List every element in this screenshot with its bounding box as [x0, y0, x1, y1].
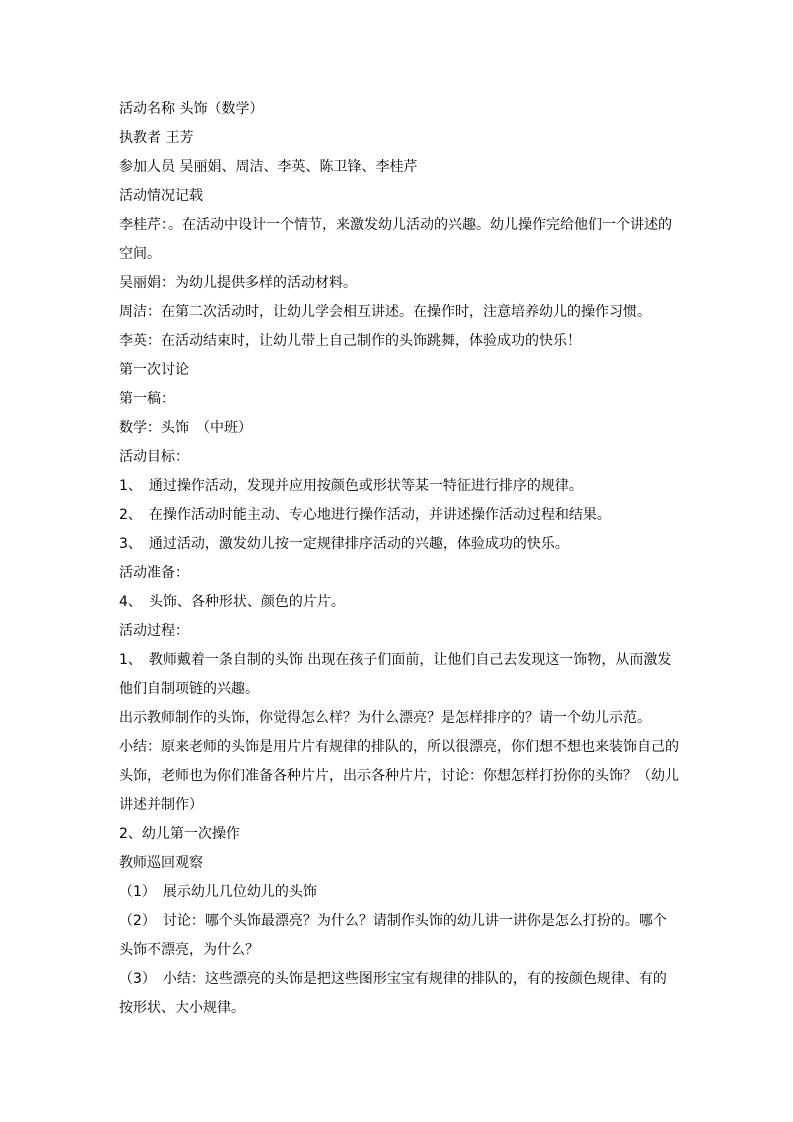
process-paragraph-show: 出示教师制作的头饰，你觉得怎么样？为什么漂亮？是怎样排序的？请一个幼儿示范。 [119, 710, 651, 726]
preparation-item-4: 4、 头饰、各种形状、颜色的片片。 [119, 594, 345, 610]
goal-item-1: 1、 通过操作活动，发现并应用按颜色或形状等某一特征进行排序的规律。 [119, 478, 583, 494]
process-step-1-cont: 他们自制项链的兴趣。 [119, 681, 259, 697]
preparation-heading: 活动准备： [119, 565, 189, 581]
process-step-2: 2、幼儿第一次操作 [119, 826, 240, 842]
process-summary: 小结：原来老师的头饰是用片片有规律的排队的，所以很漂亮，你们想不想也来装饰自己的 [119, 739, 679, 755]
goal-item-3: 3、 通过活动，激发幼儿按一定规律排序活动的兴趣，体验成功的快乐。 [119, 536, 569, 552]
comment-wu-lijuan: 吴丽娟：为幼儿提供多样的活动材料。 [119, 275, 357, 291]
first-discussion-heading: 第一次讨论 [119, 362, 189, 378]
sub-item-2-cont: 头饰不漂亮，为什么？ [119, 942, 259, 958]
sub-item-2: （2） 讨论：哪个头饰最漂亮？为什么？请制作头饰的幼儿讲一讲你是怎么打扮的。哪个 [119, 913, 667, 929]
record-heading: 活动情况记载 [119, 188, 203, 204]
goals-heading: 活动目标： [119, 449, 189, 465]
process-summary-cont-1: 头饰，老师也为你们准备各种片片，出示各种片片，讨论：你想怎样打扮你的头饰？（幼儿 [119, 768, 679, 784]
document-body [119, 99, 679, 1027]
participants-line: 参加人员 吴丽娟、周洁、李英、陈卫锋、李桂芹 [119, 159, 418, 175]
teacher-line: 执教者 王芳 [119, 130, 194, 146]
process-step-1: 1、 教师戴着一条自制的头饰 出现在孩子们面前，让他们自己去发现这一饰物，从而激发 [119, 652, 672, 668]
comment-li-guiqin: 李桂芹：。在活动中设计一个情节，来激发幼儿活动的兴趣。幼儿操作完给他们一个讲述的 [119, 217, 672, 233]
activity-name-line: 活动名称 头饰（数学） [119, 101, 264, 117]
sub-item-3: （3） 小结：这些漂亮的头饰是把这些图形宝宝有规律的排队的，有的按颜色规律、有的 [119, 971, 667, 987]
process-summary-cont-2: 讲述并制作） [119, 797, 203, 813]
teacher-observation: 教师巡回观察 [119, 855, 203, 871]
process-heading: 活动过程： [119, 623, 189, 639]
sub-item-3-cont: 按形状、大小规律。 [119, 1000, 245, 1016]
comment-zhou-jie: 周洁：在第二次活动时，让幼儿学会相互讲述。在操作时，注意培养幼儿的操作习惯。 [119, 304, 651, 320]
sub-item-1: （1） 展示幼儿几位幼儿的头饰 [119, 884, 317, 900]
comment-li-ying: 李英：在活动结束时，让幼儿带上自己制作的头饰跳舞，体验成功的快乐！ [119, 333, 581, 349]
goal-item-2: 2、 在操作活动时能主动、专心地进行操作活动，并讲述操作活动过程和结果。 [119, 507, 611, 523]
comment-li-guiqin-cont: 空间。 [119, 246, 161, 262]
first-draft-heading: 第一稿： [119, 391, 175, 407]
lesson-title: 数学：头饰 （中班） [119, 420, 252, 436]
